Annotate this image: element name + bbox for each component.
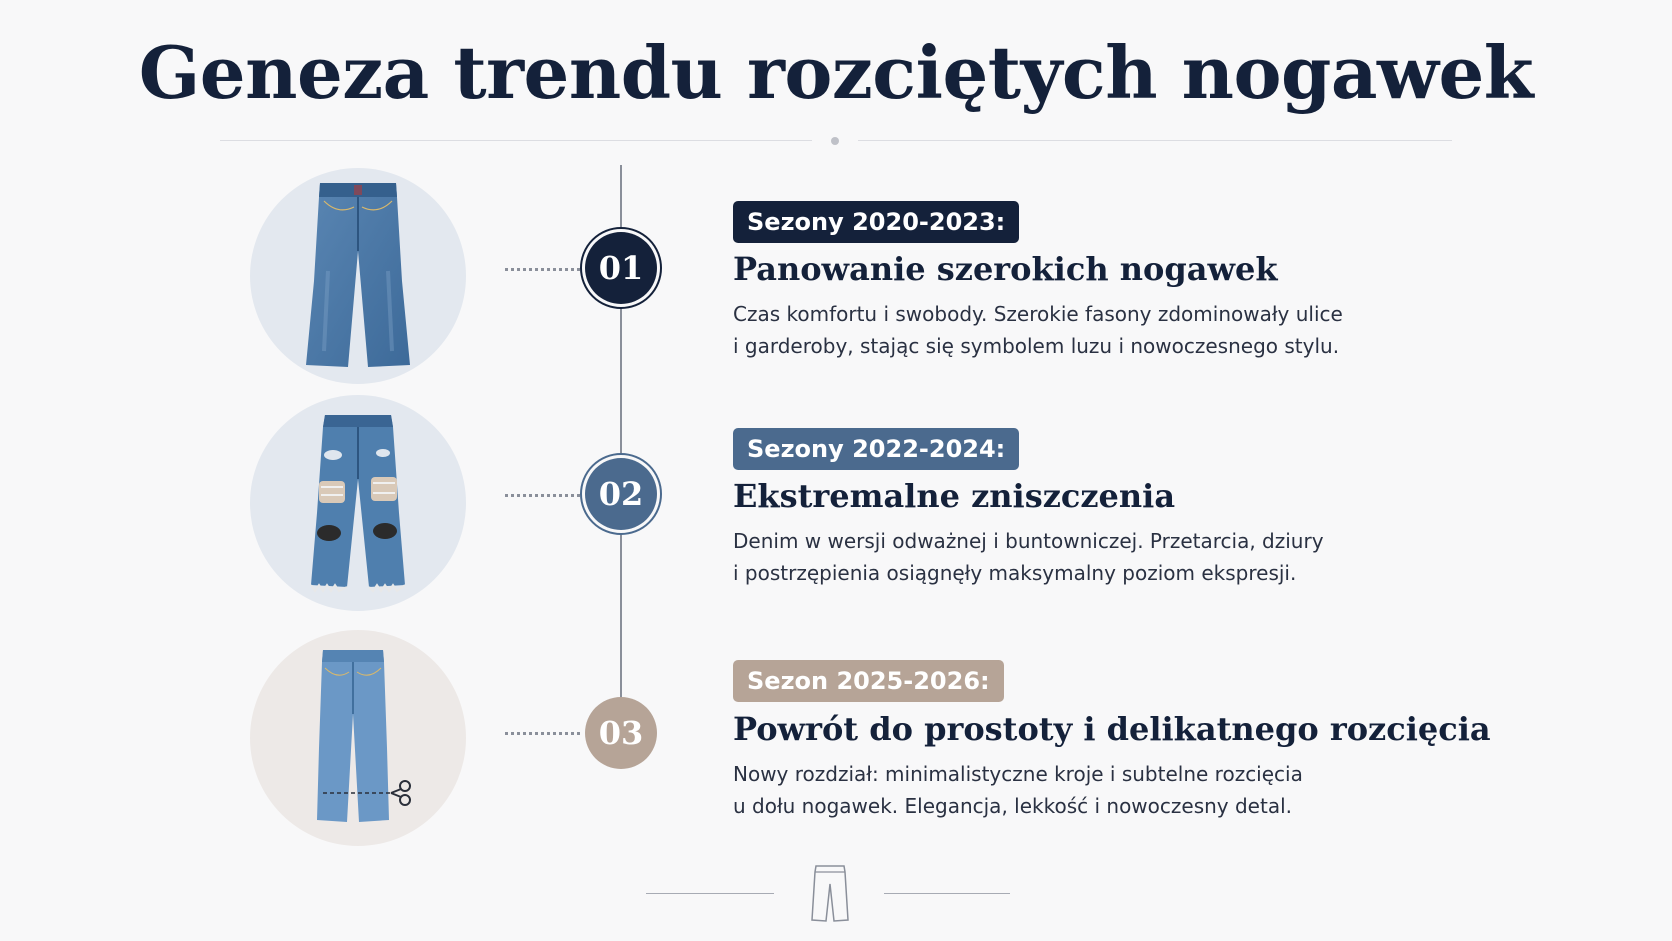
marker-number: 02 bbox=[585, 458, 657, 530]
description-line: Denim w wersji odważnej i buntowniczej. Przetarcia, dziury bbox=[733, 529, 1324, 553]
timeline-item-3 bbox=[0, 628, 1672, 848]
season-badge: Sezon 2025-2026: bbox=[733, 660, 1004, 702]
season-badge: Sezony 2022-2024: bbox=[733, 428, 1019, 470]
distressed-jeans-icon bbox=[303, 413, 413, 593]
footer-line-left bbox=[646, 893, 774, 894]
section-description bbox=[733, 758, 1373, 822]
timeline-item-1 bbox=[0, 168, 1672, 388]
section-description bbox=[733, 298, 1373, 362]
connector-dotted bbox=[505, 494, 580, 497]
description-line: Czas komfortu i swobody. Szerokie fasony zdominowały ulice bbox=[733, 302, 1343, 326]
timeline-marker-3 bbox=[580, 692, 662, 774]
timeline-marker-1 bbox=[580, 227, 662, 309]
jeans-image-wide-leg bbox=[250, 168, 466, 384]
title-divider-left bbox=[220, 140, 812, 141]
description-line: i garderoby, stając się symbolem luzu i nowoczesnego stylu. bbox=[733, 334, 1340, 358]
marker-number: 03 bbox=[585, 697, 657, 769]
section-description bbox=[733, 525, 1373, 589]
wide-leg-jeans-icon bbox=[298, 181, 418, 371]
section-heading: Ekstremalne zniszczenia bbox=[733, 477, 1176, 515]
jeans-outline-icon bbox=[810, 864, 850, 924]
connector-dotted bbox=[505, 268, 580, 271]
jeans-image-distressed bbox=[250, 395, 466, 611]
description-line: i postrzępienia osiągnęły maksymalny poziom ekspresji. bbox=[733, 561, 1297, 585]
title-divider-dot bbox=[831, 137, 839, 145]
section-heading: Panowanie szerokich nogawek bbox=[733, 250, 1278, 288]
timeline-marker-2 bbox=[580, 453, 662, 535]
marker-number: 01 bbox=[585, 232, 657, 304]
connector-dotted bbox=[505, 732, 580, 735]
straight-jeans-slit-icon bbox=[293, 648, 423, 828]
page-title: Geneza trendu rozciętych nogawek bbox=[138, 30, 1534, 115]
title-divider-right bbox=[858, 140, 1452, 141]
description-line: Nowy rozdział: minimalistyczne kroje i subtelne rozcięcia bbox=[733, 762, 1303, 786]
season-badge: Sezony 2020-2023: bbox=[733, 201, 1019, 243]
jeans-image-slit bbox=[250, 630, 466, 846]
footer-line-right bbox=[884, 893, 1010, 894]
timeline-item-2 bbox=[0, 395, 1672, 615]
section-heading: Powrót do prostoty i delikatnego rozcięcia bbox=[733, 710, 1491, 748]
description-line: u dołu nogawek. Elegancja, lekkość i nowoczesny detal. bbox=[733, 794, 1292, 818]
